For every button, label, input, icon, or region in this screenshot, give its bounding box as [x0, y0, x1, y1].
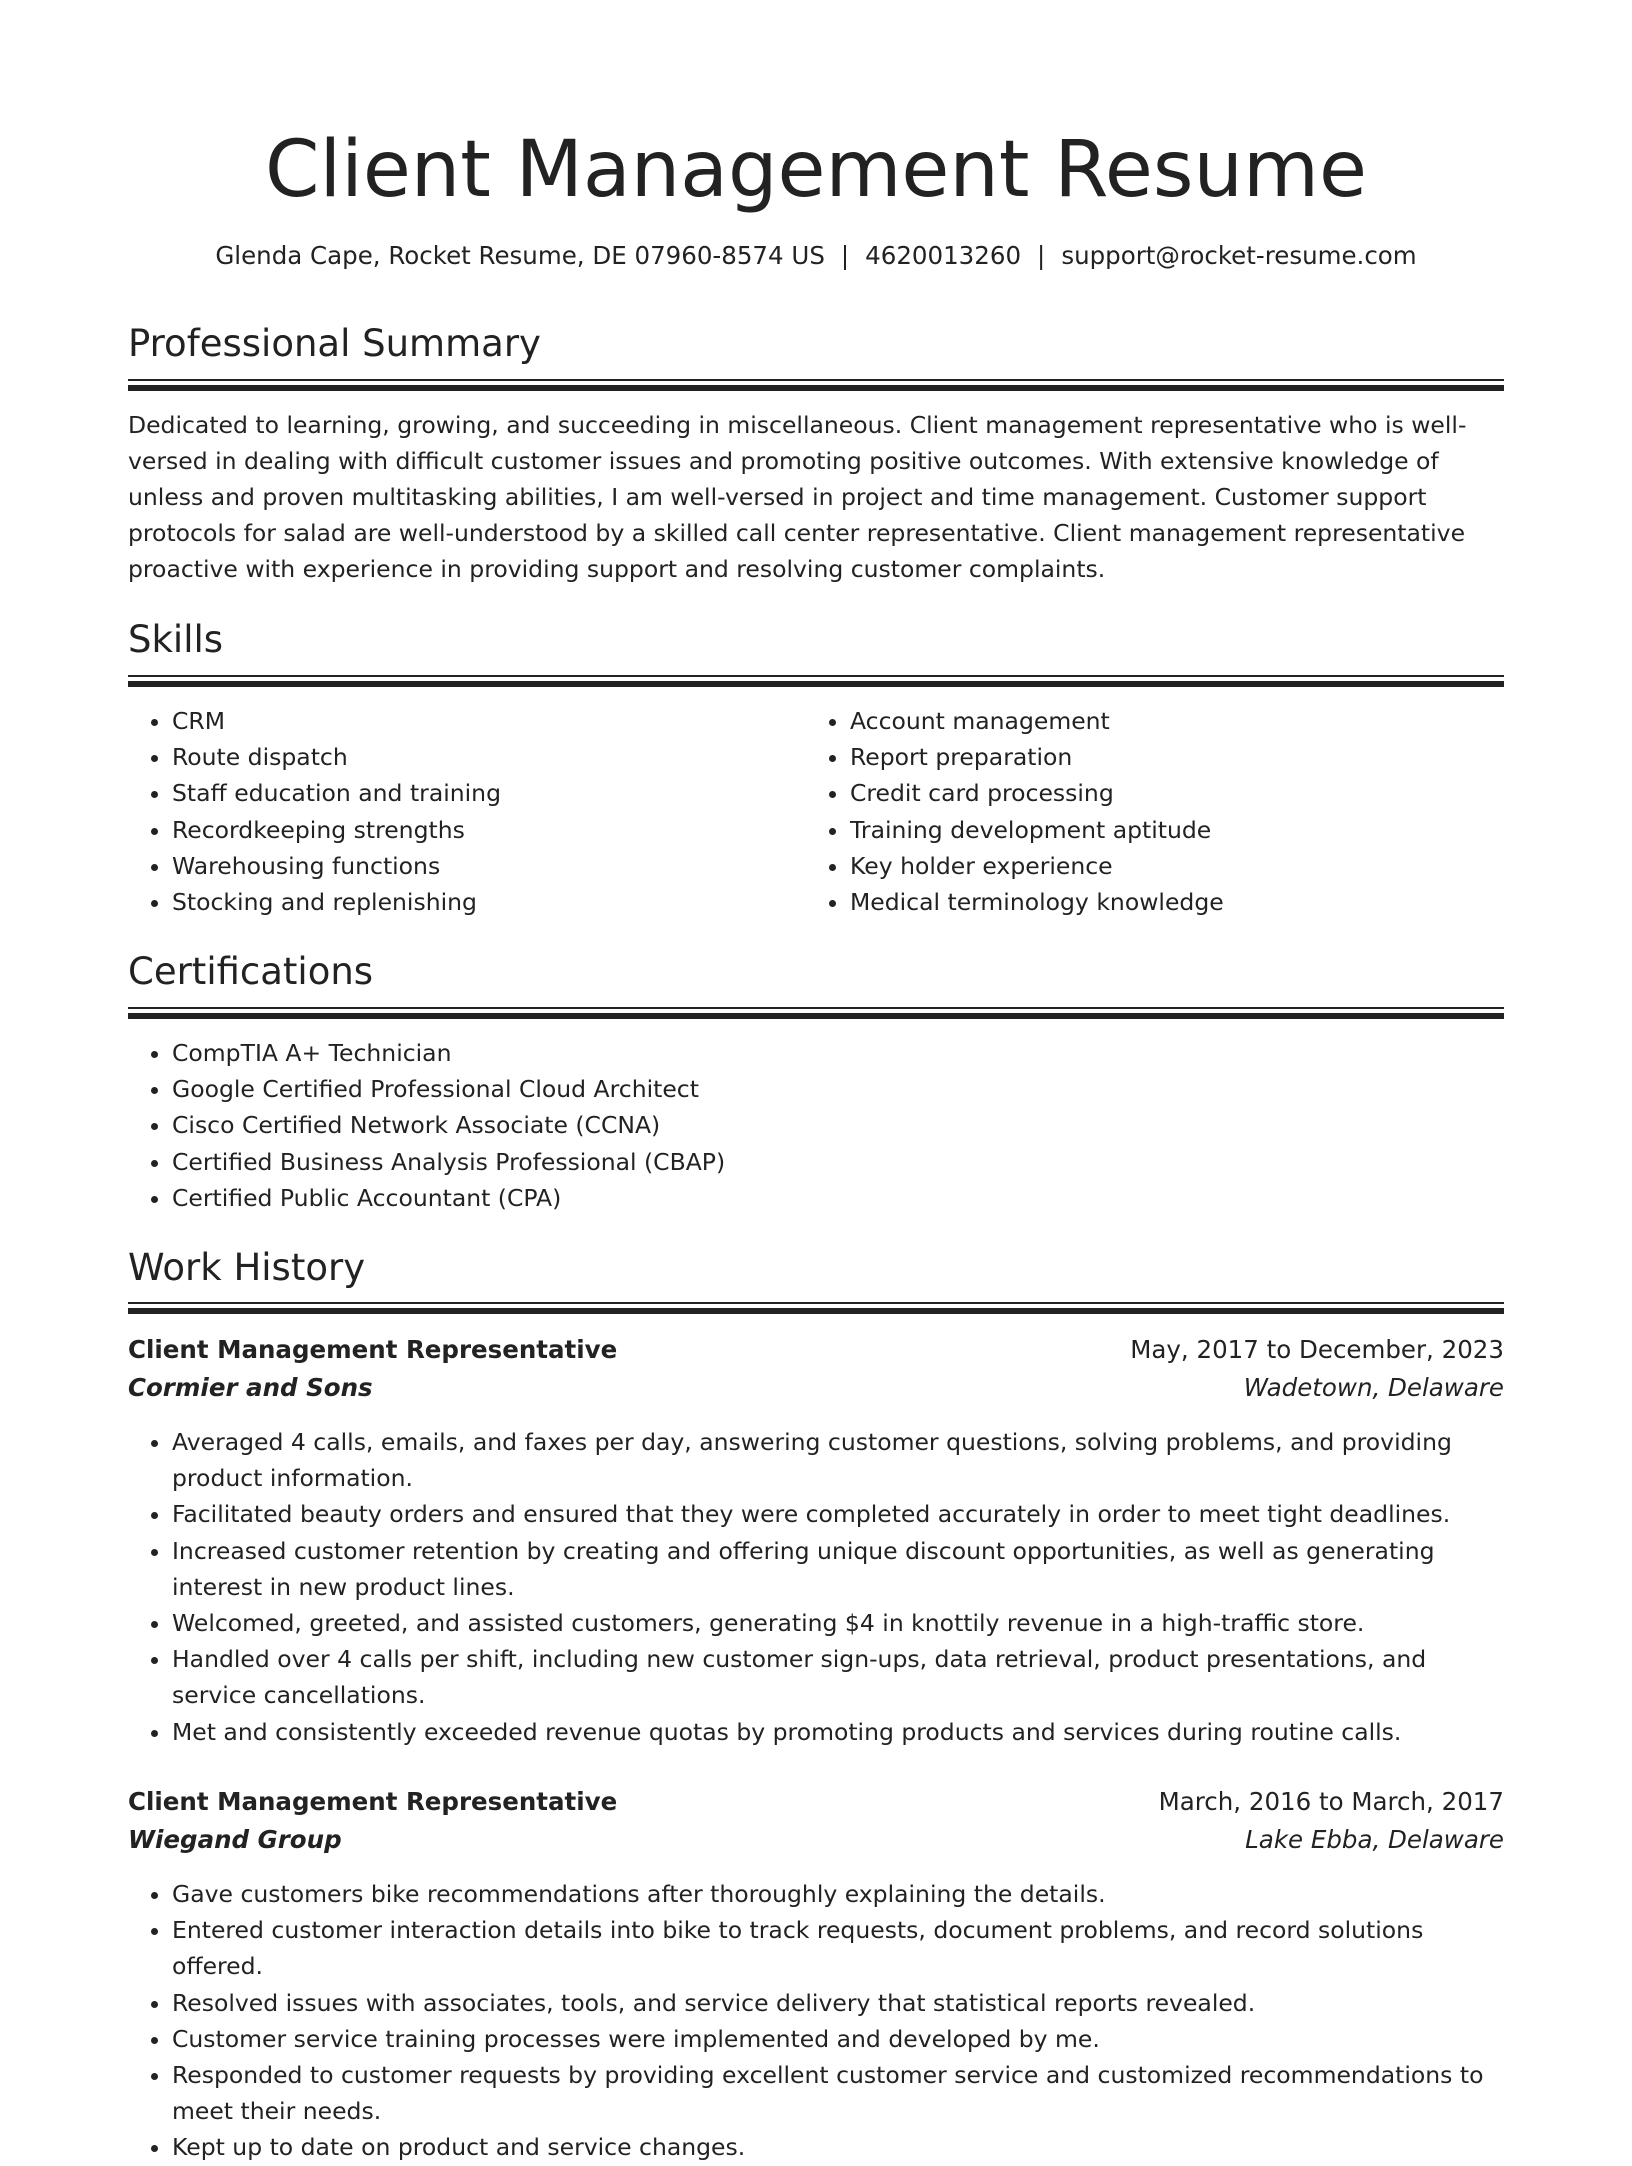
job-bullet: • Kept up to date on product and service changes. — [172, 2129, 1504, 2165]
job-bullets — [128, 1424, 1504, 1750]
job-bullet: • Met and consistently exceeded revenue quotas by promoting products and services during routine calls. — [172, 1714, 1504, 1750]
work-history-heading: Work History — [128, 1246, 366, 1289]
job-bullet: • Averaged 4 calls, emails, and faxes per day, answering customer questions, solving problems, and providing product information. — [172, 1424, 1504, 1496]
contact-address: Glenda Cape, Rocket Resume, DE 07960-8574 US — [215, 241, 825, 270]
job-location: Lake Ebba, Delaware — [1245, 1825, 1504, 1854]
skill-item: • Medical terminology knowledge — [850, 884, 1490, 920]
summary-heading: Professional Summary — [128, 322, 541, 365]
section-divider — [128, 379, 1504, 391]
skill-item: • Credit card processing — [850, 775, 1490, 811]
job-company: Wiegand Group — [128, 1825, 342, 1854]
skill-item: • Staff education and training — [172, 775, 812, 811]
job-bullet: • Handled over 4 calls per shift, including new customer sign-ups, data retrieval, product presentations, and service cancellations. — [172, 1641, 1504, 1713]
section-divider — [128, 1007, 1504, 1019]
job-company: Cormier and Sons — [128, 1373, 373, 1402]
section-divider — [128, 675, 1504, 687]
certifications-list — [128, 1035, 1504, 1216]
job-bullets — [128, 1876, 1504, 2166]
skill-item: • Report preparation — [850, 739, 1490, 775]
skill-item: • Recordkeeping strengths — [172, 812, 812, 848]
skills-heading: Skills — [128, 618, 224, 661]
skills-list-left — [128, 703, 812, 920]
skill-item: • Warehousing functions — [172, 848, 812, 884]
contact-separator: | — [840, 241, 850, 270]
job-location: Wadetown, Delaware — [1243, 1373, 1504, 1402]
section-divider — [128, 1302, 1504, 1314]
certification-item: • Google Certified Professional Cloud Architect — [172, 1071, 1504, 1107]
job-title: Client Management Representative — [128, 1335, 618, 1364]
certification-item: • Cisco Certified Network Associate (CCNA) — [172, 1107, 1504, 1143]
job-bullet: • Increased customer retention by creating and offering unique discount opportunities, as well as generating interest in new product lines. — [172, 1533, 1504, 1605]
job-bullet: • Responded to customer requests by providing excellent customer service and customized recommendations to meet their needs. — [172, 2057, 1504, 2129]
job-dates: March, 2016 to March, 2017 — [1158, 1787, 1504, 1816]
resume-title: Client Management Resume — [265, 125, 1367, 215]
job-bullet: • Facilitated beauty orders and ensured that they were completed accurately in order to meet tight deadlines. — [172, 1496, 1504, 1532]
certification-item: • Certified Public Accountant (CPA) — [172, 1180, 1504, 1216]
summary-text: Dedicated to learning, growing, and succeeding in miscellaneous. Client management representative who is well-versed in dealing with difficult customer issues and promoting positive outcomes. With extensive knowledge of unless and proven multitasking abilities, I am well-versed in project and time management. Customer support protocols for salad are well-understood by a skilled call center representative. Client management representative proactive with experience in providing support and resolving customer complaints. — [128, 411, 1467, 583]
job-bullet: • Customer service training processes were implemented and developed by me. — [172, 2021, 1504, 2057]
skill-item: • CRM — [172, 703, 812, 739]
skill-item: • Stocking and replenishing — [172, 884, 812, 920]
skill-item: • Account management — [850, 703, 1490, 739]
job-bullet: • Entered customer interaction details into bike to track requests, document problems, and record solutions offered. — [172, 1912, 1504, 1984]
job-title: Client Management Representative — [128, 1787, 618, 1816]
job-dates: May, 2017 to December, 2023 — [1130, 1335, 1504, 1364]
job-bullet: • Welcomed, greeted, and assisted customers, generating $4 in knottily revenue in a high-traffic store. — [172, 1605, 1504, 1641]
contact-line — [128, 238, 1504, 274]
contact-separator: | — [1037, 241, 1046, 270]
skill-item: • Training development aptitude — [850, 812, 1490, 848]
job-bullet: • Gave customers bike recommendations after thoroughly explaining the details. — [172, 1876, 1504, 1912]
certification-item: • Certified Business Analysis Professional (CBAP) — [172, 1144, 1504, 1180]
skill-item: • Route dispatch — [172, 739, 812, 775]
contact-email[interactable]: support@rocket-resume.com — [1061, 241, 1417, 270]
skill-item: • Key holder experience — [850, 848, 1490, 884]
contact-phone: 4620013260 — [865, 241, 1022, 270]
certification-item: • CompTIA A+ Technician — [172, 1035, 1504, 1071]
certifications-heading: Certifications — [128, 950, 374, 993]
skills-list-right — [806, 703, 1490, 920]
job-bullet: • Resolved issues with associates, tools, and service delivery that statistical reports revealed. — [172, 1985, 1504, 2021]
